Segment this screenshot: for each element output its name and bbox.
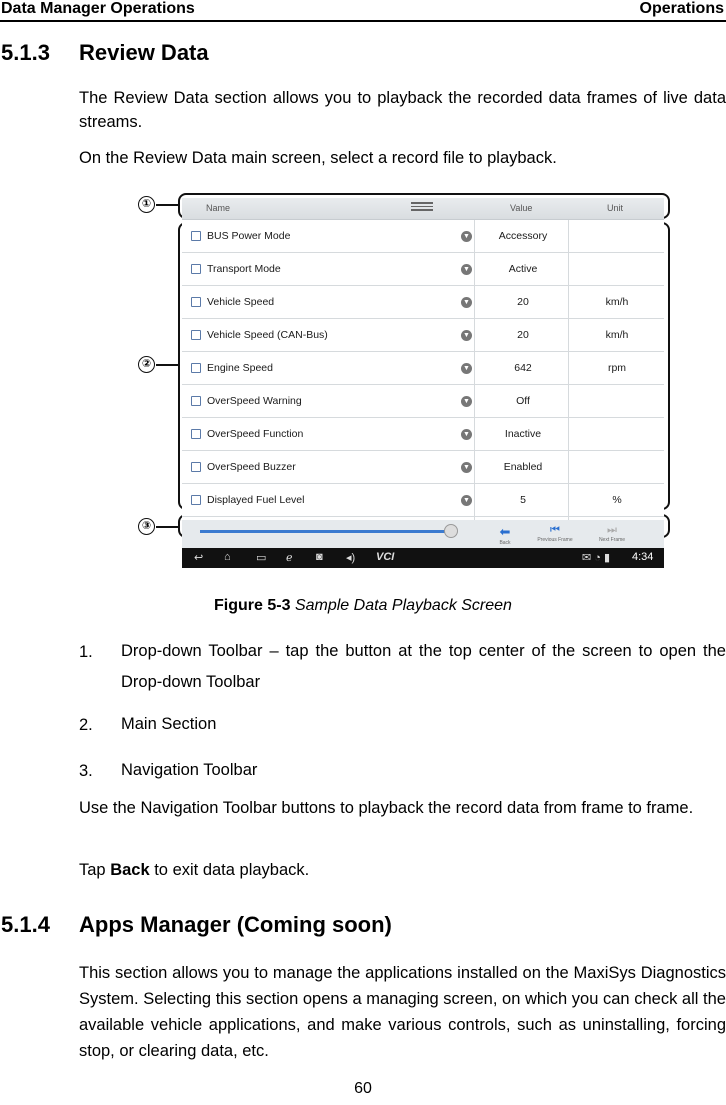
row-value: Off [516,395,530,407]
playback-slider-knob[interactable] [444,524,458,538]
chevron-down-icon[interactable]: ▼ [461,429,472,440]
leader-line [156,526,180,528]
column-divider [568,220,569,520]
figure-screenshot [126,188,671,572]
column-header-unit: Unit [607,203,624,213]
chevron-down-icon[interactable]: ▼ [461,396,472,407]
section-heading [1,40,209,66]
table-header [182,198,664,220]
chevron-down-icon[interactable]: ▼ [461,495,472,506]
previous-frame-label: Previous Frame [537,537,573,543]
volume-icon[interactable]: ◂) [346,552,356,564]
table-row[interactable] [182,451,664,484]
status-icons: ✉ ◔ ▮ [582,552,611,564]
row-name: Vehicle Speed [207,296,275,308]
row-name: Engine Speed [207,362,273,374]
figure-caption [0,597,726,615]
section-heading [1,912,392,938]
row-checkbox[interactable] [191,396,201,406]
chevron-down-icon[interactable]: ▼ [461,264,472,275]
rewind-icon: ⏮ [550,524,560,536]
row-value: Active [508,263,538,275]
playback-progress[interactable] [200,530,451,533]
chevron-down-icon[interactable]: ▼ [461,297,472,308]
navigation-toolbar [182,520,664,548]
table-row[interactable] [182,253,664,286]
row-value: Accessory [498,230,548,242]
table-row[interactable] [182,352,664,385]
caption-text: Sample Data Playback Screen [294,597,512,614]
browser-icon[interactable]: ℯ [286,552,293,564]
callout-number: ② [138,356,155,373]
row-checkbox[interactable] [191,495,201,505]
chevron-down-icon[interactable]: ▼ [461,231,472,242]
row-name: BUS Power Mode [207,230,291,242]
next-frame-button[interactable] [590,524,634,543]
text-run: Tap [79,861,111,879]
page-header [0,0,726,22]
paragraph: This section allows you to manage the applications installed on the MaxiSys Diagnostics System. Selecting this section opens a managing screen, on which you can check all the available vehicle applications, and make various controls, such as uninstalling, forcing stop, or clearing data, etc. [79,964,726,1060]
text-run: to exit data playback. [149,861,310,879]
back-arrow-icon: ⬅ [499,524,511,539]
row-checkbox[interactable] [191,363,201,373]
clock: 4:34 [632,551,654,563]
row-value: Inactive [504,428,542,440]
chevron-down-icon[interactable]: ▼ [461,462,472,473]
table-row[interactable] [182,286,664,319]
previous-frame-button[interactable] [528,524,582,543]
chevron-down-icon[interactable]: ▼ [461,363,472,374]
table-row[interactable] [182,319,664,352]
row-checkbox[interactable] [191,231,201,241]
next-frame-label: Next Frame [598,537,626,543]
row-name: OverSpeed Buzzer [207,461,296,473]
callout-number: ③ [138,518,155,535]
row-value: 20 [517,296,529,308]
page-number: 60 [354,1080,372,1097]
row-checkbox[interactable] [191,264,201,274]
column-divider [474,220,475,520]
row-name: Displayed Fuel Level [207,494,305,506]
chevron-down-icon[interactable]: ▼ [461,330,472,341]
section-number: 5.1.4 [1,912,50,937]
section-title: Apps Manager (Coming soon) [79,912,392,937]
list-number: 1. [79,643,93,661]
forward-icon: ⏭ [607,524,617,536]
recent-apps-icon[interactable]: ▭ [256,552,267,564]
row-value: 20 [517,329,529,341]
data-table [182,220,664,520]
list-number: 3. [79,762,93,780]
list-item: Drop-down Toolbar – tap the button at the top center of the screen to open the Drop-down Toolbar [121,642,726,691]
tablet-screen [182,198,664,564]
row-value: Enabled [503,461,543,473]
dropdown-toolbar-handle[interactable] [411,202,433,211]
row-name: OverSpeed Warning [207,395,302,407]
row-value: 642 [514,362,532,374]
back-system-icon[interactable]: ↩ [194,552,204,564]
row-name: Transport Mode [207,263,281,275]
table-row[interactable] [182,484,664,517]
table-row[interactable] [182,220,664,253]
paragraph [79,858,726,882]
back-label: Back [499,540,511,546]
row-checkbox[interactable] [191,330,201,340]
row-unit: km/h [605,296,629,308]
table-row[interactable] [182,418,664,451]
camera-icon[interactable]: ◙ [316,551,323,563]
back-emphasis: Back [110,861,150,879]
column-header-name: Name [206,203,231,213]
list-item: Main Section [121,715,217,733]
section-title: Review Data [79,40,209,65]
leader-line [156,204,180,206]
system-bar [182,548,664,568]
paragraph: The Review Data section allows you to playback the recorded data frames of live data streams. [79,89,726,131]
row-checkbox[interactable] [191,462,201,472]
paragraph: On the Review Data main screen, select a record file to playback. [79,149,557,167]
column-header-value: Value [510,203,533,213]
row-unit: % [612,494,622,506]
back-button[interactable] [490,524,520,546]
list-number: 2. [79,716,93,734]
row-unit: km/h [605,329,629,341]
header-right: Operations [639,0,724,17]
section-number: 5.1.3 [1,40,50,65]
caption-label: Figure 5-3 [214,597,291,614]
row-name: OverSpeed Function [207,428,304,440]
callout-number: ① [138,196,155,213]
leader-line [156,364,180,366]
row-value: 5 [520,494,526,506]
vci-icon[interactable]: VCI [376,551,395,563]
paragraph: Use the Navigation Toolbar buttons to playback the record data from frame to frame. [79,799,694,817]
home-icon[interactable]: ⌂ [224,551,231,563]
row-name: Vehicle Speed (CAN-Bus) [207,329,328,341]
table-row[interactable] [182,385,664,418]
list-item: Navigation Toolbar [121,761,258,779]
row-unit: rpm [607,362,627,374]
row-checkbox[interactable] [191,297,201,307]
row-checkbox[interactable] [191,429,201,439]
header-left: Data Manager Operations [1,0,195,17]
